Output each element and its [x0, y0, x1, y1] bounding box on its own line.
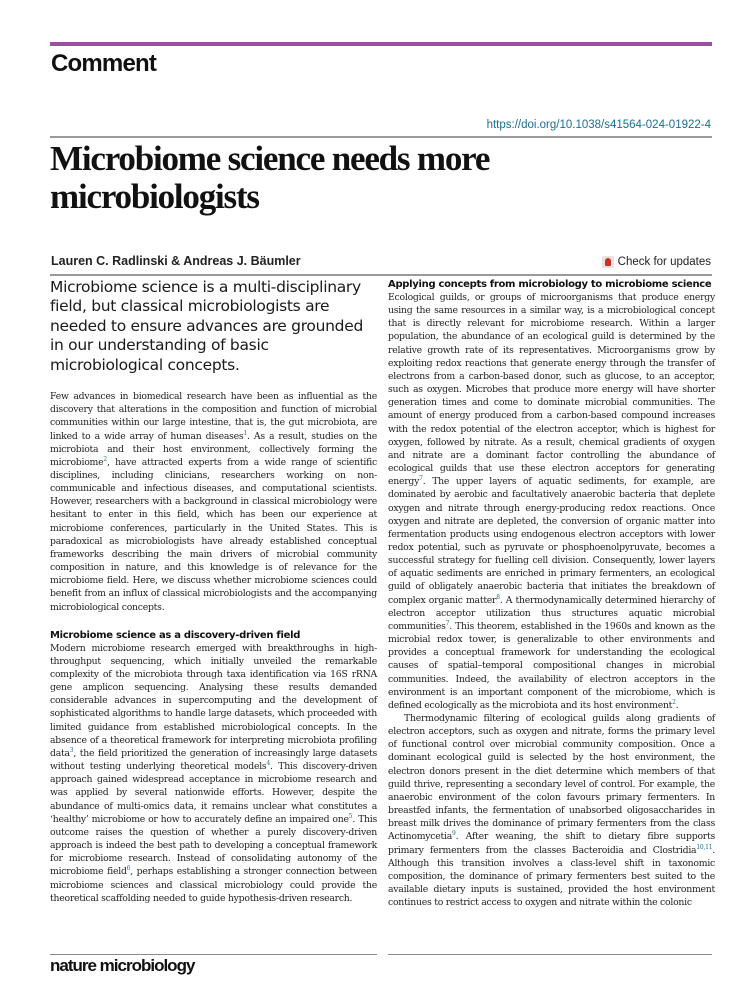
authors-divider [50, 274, 712, 276]
journal-logo: nature microbiology [50, 956, 195, 975]
intro-paragraph: Few advances in biomedical research have been as influential as the discovery that alterations in the composition and function of microbial communities within our large intestine, that is, the gut microbiota, are linked to a wide array of human diseases$^1$. As a result, studies on the microbiota and their host environment, collectively forming the microbiome$^2$, have attracted experts from a wide range of scientific disciplines, including clinicians, researchers working on non-communicable and infectious diseases, and computational scientists. However, researchers with a background in classical microbiology were hesitant to enter in this field, which has been our experience at microbiome conferences, particularly in the United States. This is paradoxical as microbiologists have already established conceptual frameworks describing the main drivers of microbial community composition in nature, and this knowledge is of relevance for the microbiome field. Here, we discuss whether microbiome sciences could benefit from an influx of classical microbiologists and the accompanying microbiological concepts. [50, 391, 377, 613]
footer-divider-right [388, 954, 712, 955]
section-accent-bar [50, 42, 712, 46]
reference-link[interactable]: 8 [496, 593, 500, 601]
bookmark-update-icon [602, 256, 614, 268]
article-authors: Lauren C. Radlinski & Andreas J. Bäumler [51, 254, 301, 268]
reference-link[interactable]: 3 [69, 746, 74, 754]
reference-link[interactable]: 9 [452, 830, 456, 838]
reference-link[interactable]: 6 [126, 865, 131, 873]
section-heading: Microbiome science as a discovery-driven field [50, 629, 301, 641]
left-column [50, 278, 377, 905]
header-divider [50, 136, 712, 138]
section-paragraph: Modern microbiome research emerged with breakthroughs in high-throughput sequencing, which initially unveiled the remarkable complexity of the microbiota through taxa identification via 16S rRNA gene amplicon sequencing. Analysing these results demanded considerable advances in supercomputing and the development of sophisticated algorithms to handle large datasets, which proceeded with limited guidance from established microbiological concepts. In the absence of a theoretical framework for interpreting microbiota profiling data$^3$, the field prioritized the generation of increasingly large datasets without testing underlying theoretical models$^4$. This discovery-driven approach gained widespread acceptance in microbiome research and was applied by several nationwide efforts. However, despite the abundance of multi-omics data, it remains unclear what constitutes a ‘healthy’ microbiome or how to accurately define an impaired one$^5$. This outcome raises the question of whether a purely discovery-driven approach is indeed the best path to developing a conceptual framework for microbiome research. Instead of consolidating autonomy of the microbiome field$^6$, perhaps establishing a stronger connection between microbiome sciences and classical microbiology could provide the theoretical scaffolding needed to guide hypothesis-driven research. [50, 642, 377, 904]
reference-link[interactable]: 7 [445, 619, 450, 627]
reference-link[interactable]: 4 [266, 760, 271, 767]
article-title: Microbiome science needs more microbiologists [50, 139, 490, 216]
doi-link[interactable]: https://doi.org/10.1038/s41564-024-01922-4 [486, 119, 711, 131]
section-heading: Applying concepts from microbiology to microbiome science [388, 279, 712, 290]
reference-link[interactable]: 10,11 [696, 843, 713, 851]
reference-link[interactable]: 2 [103, 455, 107, 463]
standfirst: Microbiome science is a multi-disciplinary field, but classical microbiologists are needed to ensure advances are grounded in our understanding of basic microbiological concepts. [50, 278, 363, 374]
section-paragraph: Ecological guilds, or groups of microorganisms that produce energy using the same resources in a similar way, is a microbiological concept that is directly relevant for microbiome research. Within a larger population, the abundance of an ecological guild is determined by the relative growth rate of its representatives. Microorganisms grow by exploiting redox reactions that generate energy through the transfer of electrons from a carbon-based donor, such as glucose, to an acceptor, such as oxygen. Microbes that produce more energy will have shorter generation times and come to dominate microbial communities. The amount of energy produced from a carbon-based compound increases with the redox potential of the electron acceptor, which is highest for oxygen, followed by nitrate. As a result, chemical gradients of oxygen and nitrate are a dominant factor controlling the abundance of ecological guilds that use these electron acceptors for generating energy$^7$. The upper layers of aquatic sediments, for example, are dominated by aerobic and facultatively anaerobic bacteria that deplete oxygen and nitrate through energy-producing redox reactions. Once oxygen and nitrate are depleted, the conversion of organic matter into fermentation products using endogenous electron acceptors with lower redox potential, such as pyruvate or phosphoenolpyruvate, becomes a successful strategy for fuelling cell division. Consequently, lower layers of aquatic sediments are enriched in primary fermenters, an ecological guild of obligately anaerobic bacteria that initiates the breakdown of complex organic matter$^8$. A thermodynamically determined hierarchy of electron acceptor utilization thus structures aquatic microbial communities$^7$. This theorem, established in the 1960s and known as the microbial redox tower, is generalizable to other environments and provides a conceptual framework for understanding the ecological causes of spatial–temporal compositional changes in microbial communities. Indeed, the availability of electron acceptors in the environment is an important component of the microbiome, which is defined ecologically as the microbiota and its host environment$^2$. Thermodynamic filtering of ecological guilds along gradients of electron acceptors, such as oxygen and nitrate, forms the primary level of functional control over microbial community composition. Once a dominant ecological guild is selected by the host environment, the electron donors present in the diet determine which members of that guild thrive, representing a secondary level of control. For example, the anaerobic environment of the colon favours primary fermenters. In breastfed infants, the fermentation of unabsorbed oligosaccharides in breast milk drives the dominance of primary fermenters from the class Actinomycetia$^9$. After weaning, the shift to dietary fibre supports primary fermenters from the classes Bacteroidia and Clostridia$^{10,11}$. Although this transition involves a class-level shift in taxonomic composition, the dominance of primary fermenters best suited to the available dietary inputs is sustained, provided the host environment continues to restrict access to oxygen and nitrate within the colonic [388, 292, 715, 909]
check-for-updates-button[interactable] [602, 256, 711, 268]
reference-link[interactable]: 1 [243, 429, 248, 437]
check-for-updates-label: Check for updates [617, 256, 711, 268]
right-column [388, 278, 715, 909]
section-label: Comment [51, 50, 157, 77]
footer-divider-left [50, 954, 377, 955]
reference-link[interactable]: 5 [348, 812, 353, 820]
reference-link[interactable]: 2 [672, 698, 676, 706]
reference-link[interactable]: 7 [419, 475, 423, 483]
